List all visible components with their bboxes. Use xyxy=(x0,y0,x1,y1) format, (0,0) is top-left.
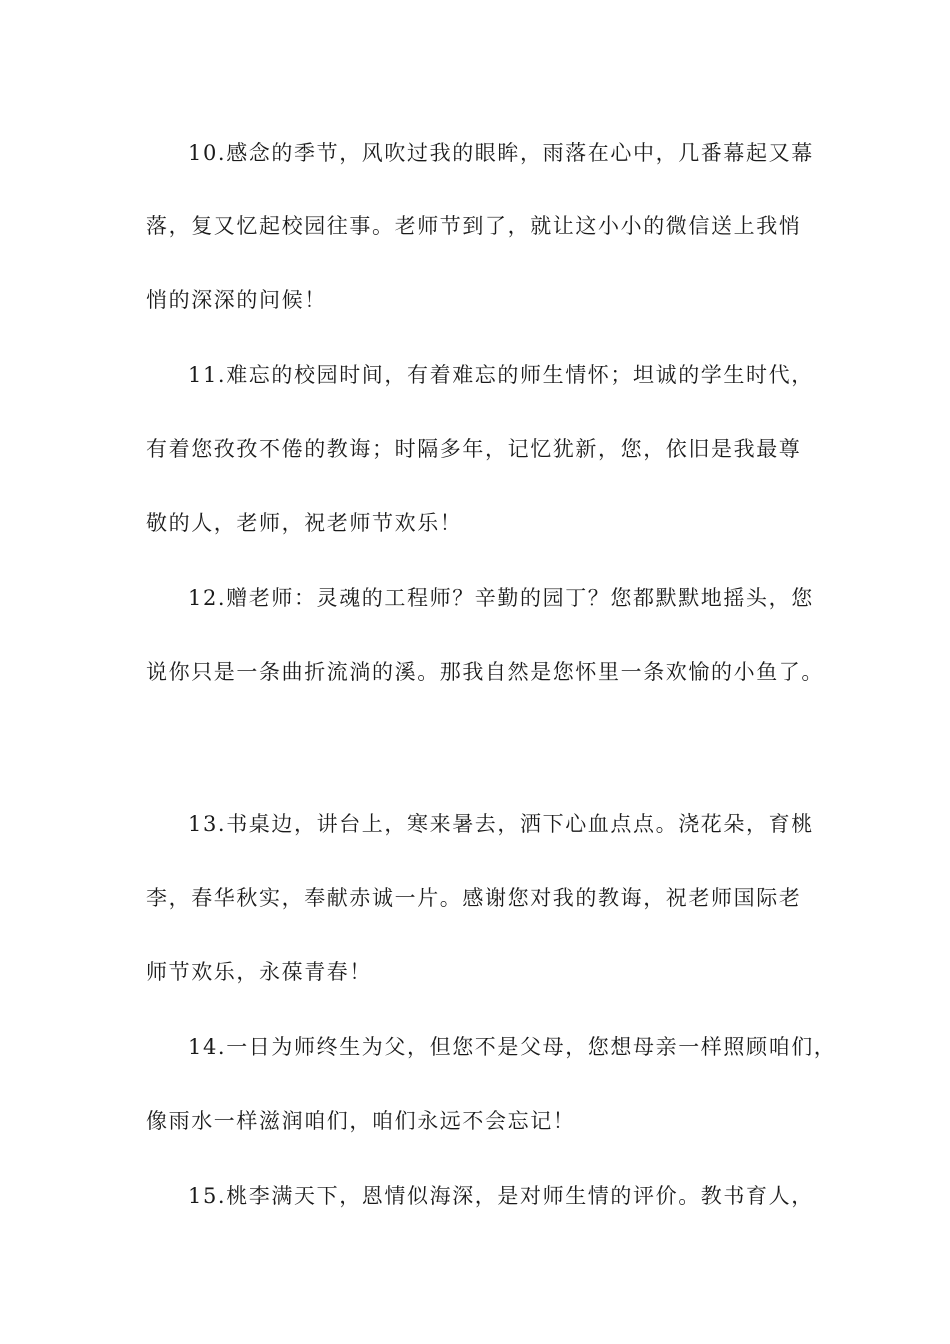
paragraph-11-line-3: 敬的人，老师，祝老师节欢乐！ xyxy=(146,511,463,535)
paragraph-14-line-1: 14.一日为师终生为父，但您不是父母，您想母亲一样照顾咱们， xyxy=(188,1035,837,1059)
paragraph-13-line-2: 李，春华秋实，奉献赤诚一片。感谢您对我的教诲，祝老师国际老 xyxy=(146,886,802,910)
paragraph-13-line-1: 13.书桌边，讲台上，寒来暑去，洒下心血点点。浇花朵，育桃 xyxy=(188,812,814,836)
paragraph-13-line-3: 师节欢乐，永葆青春！ xyxy=(146,960,372,984)
paragraph-10-line-1: 10.感念的季节，风吹过我的眼眸，雨落在心中，几番幕起又幕 xyxy=(188,141,814,165)
paragraph-14-line-2: 像雨水一样滋润咱们，咱们永远不会忘记！ xyxy=(146,1109,576,1133)
paragraph-10-line-3: 悄的深深的问候！ xyxy=(146,288,327,312)
paragraph-11-line-2: 有着您孜孜不倦的教诲；时隔多年，记忆犹新，您，依旧是我最尊 xyxy=(146,437,802,461)
paragraph-12-line-2: 说你只是一条曲折流淌的溪。那我自然是您怀里一条欢愉的小鱼了。 xyxy=(146,660,824,684)
paragraph-11-line-1: 11.难忘的校园时间，有着难忘的师生情怀；坦诚的学生时代， xyxy=(188,363,814,387)
paragraph-12-line-1: 12.赠老师：灵魂的工程师？辛勤的园丁？您都默默地摇头，您 xyxy=(188,586,814,610)
paragraph-15-line-1: 15.桃李满天下，恩情似海深，是对师生情的评价。教书育人， xyxy=(188,1184,814,1208)
paragraph-10-line-2: 落，复又忆起校园往事。老师节到了，就让这小小的微信送上我悄 xyxy=(146,214,802,238)
